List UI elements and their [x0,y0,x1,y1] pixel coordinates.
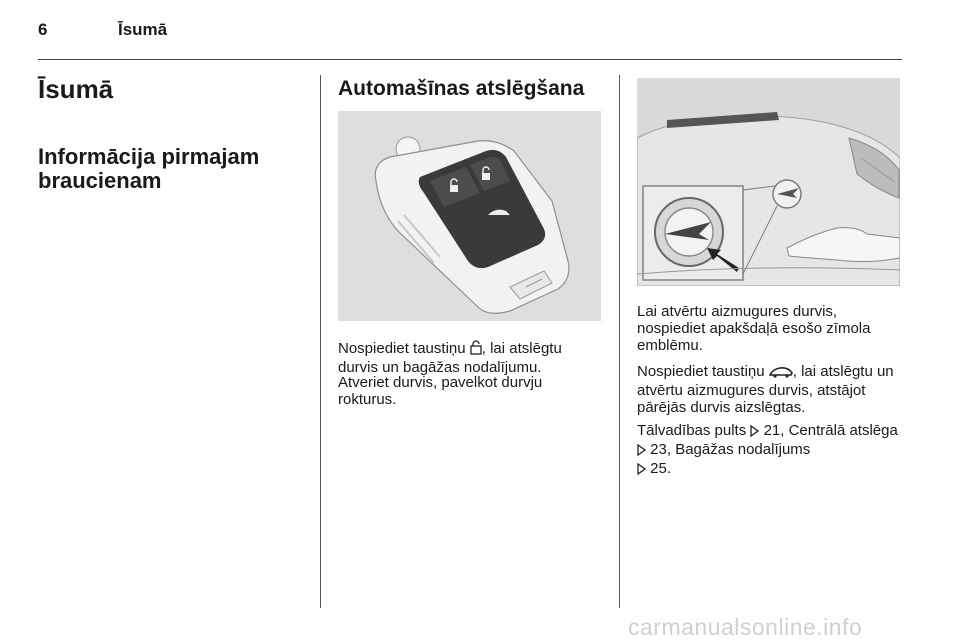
unlock-instructions [338,340,603,376]
tailgate-icon [769,365,793,382]
column-divider [619,75,620,608]
tailgate-emblem-instructions: Lai atvērtu aizmugures durvis, nospiediet apakšdaļā esošo zīmola emblēmu. [637,303,871,354]
section-subtitle: Informācija pirmajam braucienam [38,144,260,193]
page-reference-arrow-icon [750,424,759,441]
page-reference-arrow-icon [637,462,646,479]
page-reference-arrow-icon [637,443,646,460]
ref-luggage-page[interactable]: 25 [650,460,667,477]
ref-central-lock-page[interactable]: 23 [650,441,667,458]
ref-remote-label: Tālvadības pults [637,422,751,439]
tailgate-unlock-text-before: Nospiediet taustiņu [637,363,769,380]
unlock-instructions-text-before: Nospiediet taustiņu [338,340,470,357]
ref-central-lock-label: , Centrālā atslēga [780,422,898,439]
ref-remote-page[interactable]: 21 [763,422,781,439]
ref-luggage-label: , Bagāžas nodalījums [666,441,811,458]
section-title: Īsumā [38,74,114,104]
subsection-heading: Automašīnas atslēgšana [338,77,585,100]
column-divider [320,75,321,608]
watermark: carmanualsonline.info [628,614,863,640]
open-door-instructions: Atveriet durvis, pavelkot durvju rokturus. [338,374,543,408]
unlock-instructions-text-after: , lai atslēgtu durvis un bagāžas nodalījumu. [338,340,562,376]
ref-end: . [666,460,672,477]
tailgate-unlock-instructions [637,363,905,416]
cross-references [637,422,905,479]
key-fob-illustration [338,111,601,321]
header-divider [38,59,902,60]
running-header-title: Īsumā [118,20,168,39]
tailgate-unlock-text-after: , lai atslēgtu un atvērtu aizmugures durvis, atstājot pārējās durvis aizslēgtas. [637,363,894,416]
page-number: 6 [38,20,48,39]
unlock-icon [470,340,482,359]
tailgate-emblem-illustration [637,78,900,286]
